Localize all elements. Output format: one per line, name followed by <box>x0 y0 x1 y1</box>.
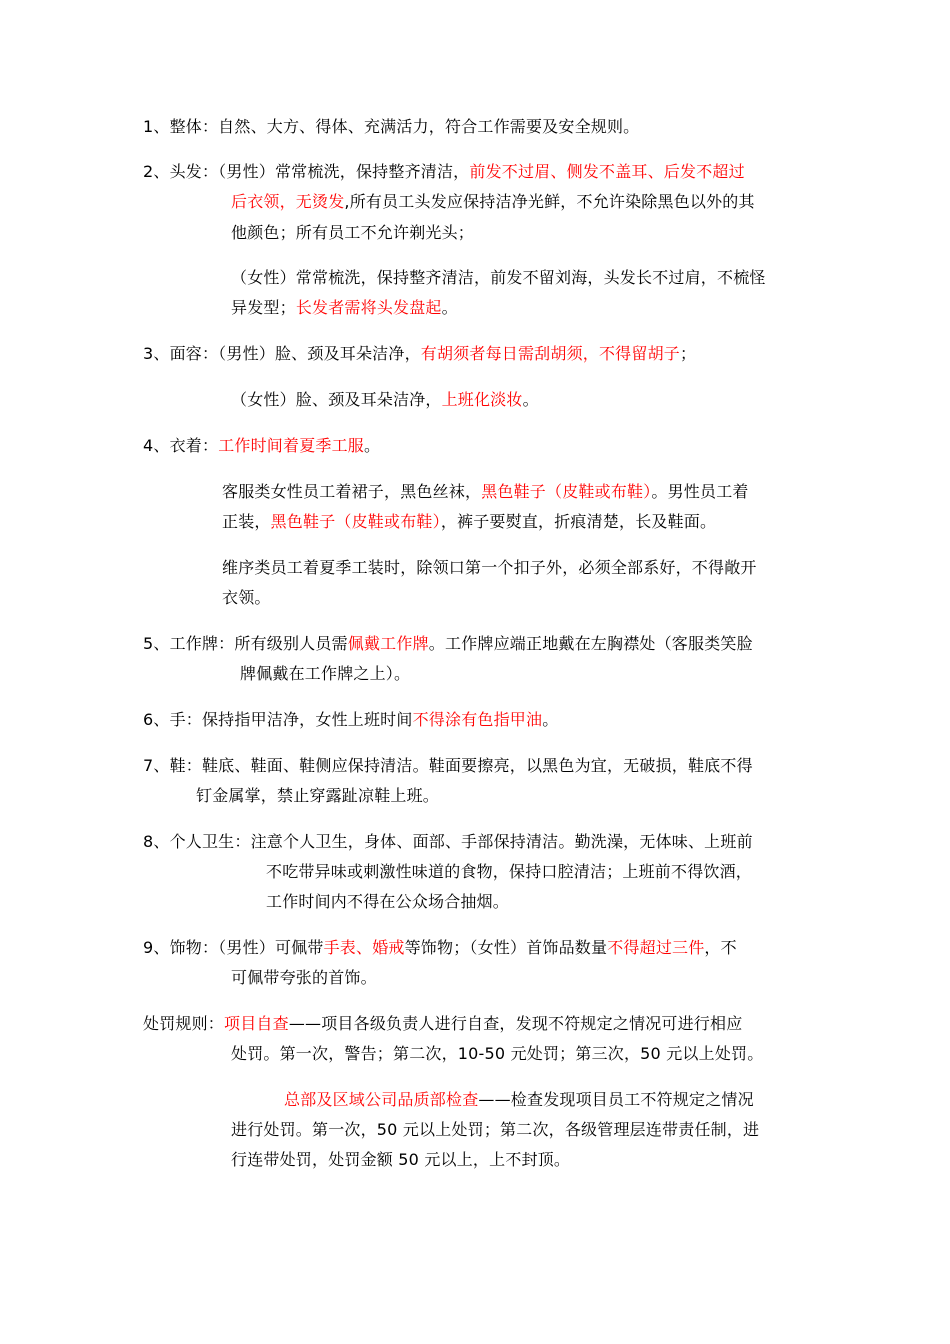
highlighted-text: 手表、婚戒 <box>323 938 405 957</box>
highlighted-text: 后衣领，无烫发 <box>231 192 345 211</box>
rule-7-shoes-line-1 <box>143 755 753 777</box>
rule-4-attire-line-5 <box>222 587 271 609</box>
text-segment: 7、鞋：鞋底、鞋面、鞋侧应保持清洁。鞋面要擦亮，以黑色为宜，无破损，鞋底不得 <box>143 756 753 775</box>
text-segment: 工作时间内不得在公众场合抽烟。 <box>266 892 510 911</box>
rule-4-attire-line-2 <box>222 481 749 503</box>
highlighted-text: 长发者需将头发盘起 <box>295 298 442 317</box>
text-segment: 1、整体：自然、大方、得体、充满活力，符合工作需要及安全规则。 <box>143 117 640 136</box>
rule-4-attire-line-4 <box>222 557 757 579</box>
text-segment: ,所有员工头发应保持洁净光鲜，不允许染除黑色以外的其 <box>344 192 755 211</box>
text-segment: 3、面容：（男性）脸、颈及耳朵洁净， <box>143 344 421 363</box>
rule-9-accessories-line-2 <box>231 967 377 989</box>
text-segment: 5、工作牌：所有级别人员需 <box>143 634 348 653</box>
text-segment: ——项目各级负责人进行自查，发现不符规定之情况可进行相应 <box>288 1014 743 1033</box>
text-segment: 可佩带夸张的首饰。 <box>231 968 377 987</box>
text-segment: 6、手：保持指甲洁净，女性上班时间 <box>143 710 413 729</box>
rule-9-accessories-line-1 <box>143 937 737 959</box>
text-segment: 。 <box>364 436 381 455</box>
text-segment: （女性）脸、颈及耳朵洁净， <box>231 390 442 409</box>
text-segment: 不吃带异味或刺激性味道的食物，保持口腔清洁；上班前不得饮酒， <box>266 862 753 881</box>
rule-8-hygiene-line-2 <box>266 861 752 883</box>
text-segment: 行连带处罚，处罚金额 50 元以上，上不封顶。 <box>231 1150 571 1169</box>
highlighted-text: 前发不过眉、侧发不盖耳、后发不超过 <box>469 162 745 181</box>
rule-5-badge-line-1 <box>143 633 753 655</box>
text-segment: 8、个人卫生：注意个人卫生，身体、面部、手部保持清洁。勤洗澡，无体味、上班前 <box>143 832 753 851</box>
rule-7-shoes-line-2 <box>196 785 439 807</box>
text-segment: ； <box>679 344 697 363</box>
rule-2-hair-line-5 <box>231 297 458 319</box>
text-segment: 。工作牌应端正地戴在左胸襟处（客服类笑脸 <box>428 634 753 653</box>
text-segment: 4、衣着： <box>143 436 219 455</box>
highlighted-text: 上班化淡妆 <box>441 390 523 409</box>
penalty-rules-line-2 <box>231 1043 763 1065</box>
highlighted-text: 有胡须者每日需刮胡须，不得留胡子 <box>420 344 680 363</box>
rule-8-hygiene-line-1 <box>143 831 753 853</box>
text-segment: 客服类女性员工着裙子，黑色丝袜， <box>222 482 482 501</box>
text-segment: 处罚规则： <box>143 1014 225 1033</box>
text-segment: 异发型； <box>231 298 296 317</box>
rule-8-hygiene-line-3 <box>266 891 509 913</box>
rule-3-face-line-2 <box>231 389 539 411</box>
penalty-rules-line-4 <box>231 1119 759 1141</box>
highlighted-text: 佩戴工作牌 <box>347 634 429 653</box>
text-segment: 牌佩戴在工作牌之上）。 <box>240 664 411 683</box>
highlighted-text: 工作时间着夏季工服 <box>218 436 364 455</box>
text-segment: ——检查发现项目员工不符规定之情况 <box>478 1090 754 1109</box>
text-segment: 进行处罚。第一次，50 元以上处罚；第二次，各级管理层连带责任制，进 <box>231 1120 760 1139</box>
text-segment: 钉金属掌，禁止穿露趾凉鞋上班。 <box>196 786 440 805</box>
penalty-rules-line-5 <box>231 1149 570 1171</box>
rule-2-hair-line-4 <box>231 267 766 289</box>
penalty-rules-line-3 <box>284 1089 754 1111</box>
highlighted-text: 黑色鞋子（皮鞋或布鞋） <box>270 512 441 531</box>
text-segment: 。 <box>441 298 458 317</box>
highlighted-text: 不得超过三件 <box>607 938 705 957</box>
text-segment: 。 <box>542 710 559 729</box>
text-segment: 2、头发：（男性）常常梳洗，保持整齐清洁， <box>143 162 470 181</box>
text-segment: 正装， <box>222 512 271 531</box>
penalty-rules-line-1 <box>143 1013 742 1035</box>
text-segment: 衣领。 <box>222 588 271 607</box>
highlighted-text: 黑色鞋子（皮鞋或布鞋） <box>481 482 652 501</box>
text-segment: 他颜色；所有员工不允许剃光头； <box>231 223 475 242</box>
rule-4-attire-line-3 <box>222 511 716 533</box>
rule-1-overall <box>143 116 639 138</box>
text-segment: 。 <box>522 390 539 409</box>
text-segment: 处罚。第一次，警告；第二次，10-50 元处罚；第三次，50 元以上处罚。 <box>231 1044 764 1063</box>
text-segment: 维序类员工着夏季工装时，除领口第一个扣子外，必须全部系好，不得敞开 <box>222 558 757 577</box>
rule-2-hair-line-2 <box>231 191 755 213</box>
rule-6-hands <box>143 709 558 731</box>
rule-5-badge-line-2 <box>240 663 410 685</box>
rule-4-attire-line-1 <box>143 435 380 457</box>
text-segment: 9、饰物：（男性）可佩带 <box>143 938 324 957</box>
text-segment: （女性）常常梳洗，保持整齐清洁，前发不留刘海，头发长不过肩，不梳怪 <box>231 268 766 287</box>
highlighted-text: 总部及区域公司品质部检查 <box>284 1090 479 1109</box>
rule-2-hair-line-3 <box>231 222 474 244</box>
text-segment: 等饰物；（女性）首饰品数量 <box>404 938 608 957</box>
text-segment: ，裤子要熨直，折痕清楚，长及鞋面。 <box>440 512 717 531</box>
text-segment: ，不 <box>704 938 737 957</box>
rule-3-face-line-1 <box>143 343 696 365</box>
rule-2-hair-line-1 <box>143 161 745 183</box>
text-segment: 。男性员工着 <box>651 482 749 501</box>
highlighted-text: 项目自查 <box>224 1014 289 1033</box>
highlighted-text: 不得涂有色指甲油 <box>412 710 543 729</box>
